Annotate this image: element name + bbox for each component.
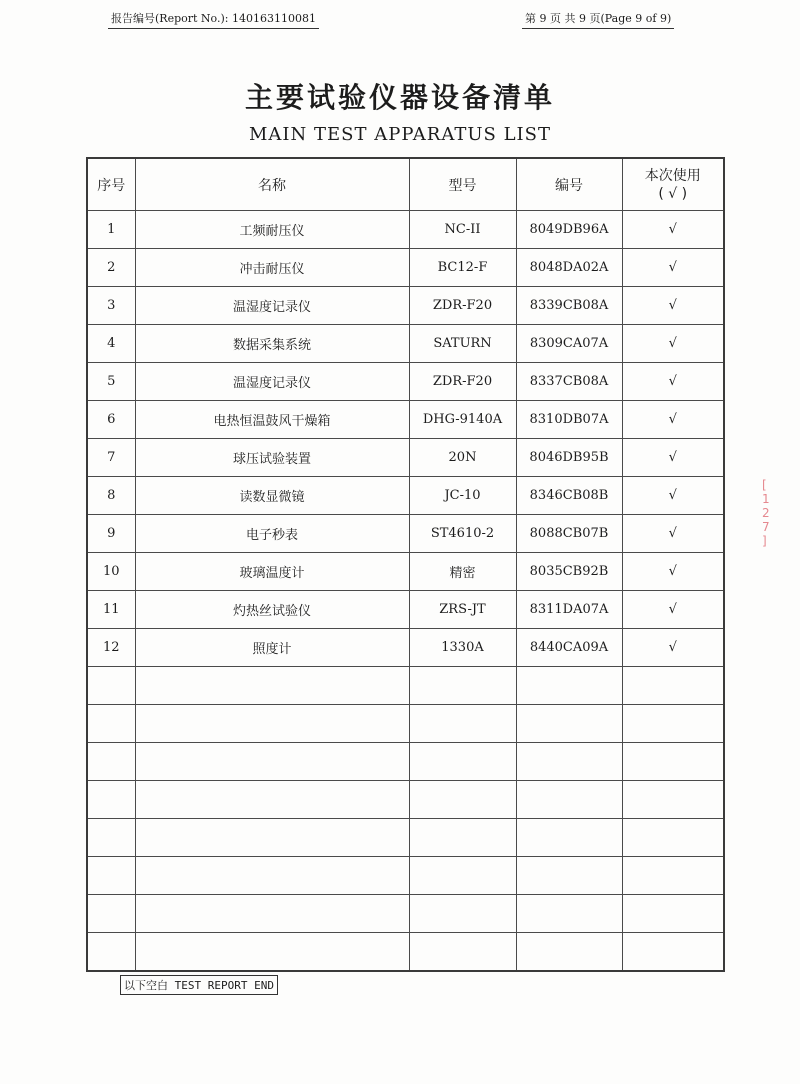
cell-name: 电热恒温鼓风干燥箱 <box>135 401 409 439</box>
cell-index: 6 <box>87 401 135 439</box>
cell-serial <box>516 895 622 933</box>
title-english: MAIN TEST APPARATUS LIST <box>249 124 551 145</box>
table-row <box>87 211 724 249</box>
test-report-end: 以下空白 TEST REPORT END <box>120 975 278 995</box>
cell-used: √ <box>622 591 724 629</box>
page-info: 第 9 页 共 9 页(Page 9 of 9) <box>522 8 674 29</box>
table-row <box>87 591 724 629</box>
empty-row <box>87 743 724 781</box>
cell-used <box>622 819 724 857</box>
cell-name: 灼热丝试验仪 <box>135 591 409 629</box>
cell-name: 数据采集系统 <box>135 325 409 363</box>
cell-used: √ <box>622 553 724 591</box>
cell-used: √ <box>622 211 724 249</box>
cell-name: 工频耐压仪 <box>135 211 409 249</box>
table-row <box>87 439 724 477</box>
cell-used: √ <box>622 325 724 363</box>
empty-row <box>87 667 724 705</box>
cell-name <box>135 895 409 933</box>
cell-serial <box>516 819 622 857</box>
report-number: 报告编号(Report No.): 140163110081 <box>108 8 319 29</box>
cell-model: 20N <box>409 439 516 477</box>
cell-serial: 8339CB08A <box>516 287 622 325</box>
cell-serial: 8311DA07A <box>516 591 622 629</box>
cell-used <box>622 857 724 895</box>
cell-model: DHG-9140A <box>409 401 516 439</box>
cell-serial: 8310DB07A <box>516 401 622 439</box>
cell-model: ST4610-2 <box>409 515 516 553</box>
cell-used: √ <box>622 477 724 515</box>
table-body <box>87 211 724 972</box>
header-serial: 编号 <box>516 158 622 211</box>
table-row <box>87 287 724 325</box>
cell-index: 12 <box>87 629 135 667</box>
empty-row <box>87 781 724 819</box>
table-row <box>87 325 724 363</box>
cell-model <box>409 705 516 743</box>
header-usage <box>622 158 724 211</box>
cell-model <box>409 781 516 819</box>
cell-index <box>87 857 135 895</box>
header-index: 序号 <box>87 158 135 211</box>
cell-serial: 8046DB95B <box>516 439 622 477</box>
cell-serial: 8048DA02A <box>516 249 622 287</box>
cell-index: 10 <box>87 553 135 591</box>
cell-serial <box>516 781 622 819</box>
table-row <box>87 629 724 667</box>
cell-serial: 8049DB96A <box>516 211 622 249</box>
cell-index <box>87 819 135 857</box>
cell-index: 3 <box>87 287 135 325</box>
header-usage-mark: ( √ ) <box>658 185 688 202</box>
cell-model: 精密 <box>409 553 516 591</box>
cell-name <box>135 781 409 819</box>
header-name: 名称 <box>135 158 409 211</box>
cell-index <box>87 781 135 819</box>
cell-serial: 8337CB08A <box>516 363 622 401</box>
cell-index <box>87 933 135 972</box>
table-row <box>87 249 724 287</box>
table-row <box>87 515 724 553</box>
cell-name: 电子秒表 <box>135 515 409 553</box>
table-row <box>87 363 724 401</box>
cell-model <box>409 743 516 781</box>
cell-model <box>409 933 516 972</box>
cell-name: 冲击耐压仪 <box>135 249 409 287</box>
cell-model: 1330A <box>409 629 516 667</box>
cell-model <box>409 895 516 933</box>
cell-model: NC-II <box>409 211 516 249</box>
cell-model: ZDR-F20 <box>409 363 516 401</box>
empty-row <box>87 857 724 895</box>
cell-used <box>622 743 724 781</box>
cell-used: √ <box>622 363 724 401</box>
cell-model: ZRS-JT <box>409 591 516 629</box>
empty-row <box>87 819 724 857</box>
cell-index: 4 <box>87 325 135 363</box>
cell-model: JC-10 <box>409 477 516 515</box>
cell-serial: 8088CB07B <box>516 515 622 553</box>
empty-row <box>87 933 724 972</box>
cell-model <box>409 667 516 705</box>
cell-index <box>87 667 135 705</box>
cell-name: 温湿度记录仪 <box>135 363 409 401</box>
cell-name: 玻璃温度计 <box>135 553 409 591</box>
cell-used <box>622 895 724 933</box>
cell-name <box>135 819 409 857</box>
cell-serial <box>516 743 622 781</box>
cell-model: ZDR-F20 <box>409 287 516 325</box>
cell-index: 9 <box>87 515 135 553</box>
table-header-row <box>87 158 724 211</box>
cell-serial: 8440CA09A <box>516 629 622 667</box>
cell-name <box>135 743 409 781</box>
cell-model: SATURN <box>409 325 516 363</box>
cell-name: 照度计 <box>135 629 409 667</box>
cell-used: √ <box>622 515 724 553</box>
cell-serial: 8309CA07A <box>516 325 622 363</box>
cell-used <box>622 705 724 743</box>
cell-used: √ <box>622 401 724 439</box>
cell-name <box>135 857 409 895</box>
cell-index: 7 <box>87 439 135 477</box>
red-stamp: [ 1 2 7 ] <box>762 478 770 548</box>
cell-index: 2 <box>87 249 135 287</box>
cell-name: 温湿度记录仪 <box>135 287 409 325</box>
cell-index <box>87 705 135 743</box>
cell-serial <box>516 667 622 705</box>
cell-serial <box>516 857 622 895</box>
cell-used <box>622 781 724 819</box>
cell-model <box>409 857 516 895</box>
table-row <box>87 477 724 515</box>
cell-index: 5 <box>87 363 135 401</box>
cell-index: 8 <box>87 477 135 515</box>
cell-used <box>622 933 724 972</box>
header-usage-label: 本次使用 <box>644 167 701 184</box>
cell-used: √ <box>622 249 724 287</box>
cell-model: BC12-F <box>409 249 516 287</box>
cell-name <box>135 933 409 972</box>
cell-serial <box>516 705 622 743</box>
table-row <box>87 553 724 591</box>
cell-model <box>409 819 516 857</box>
cell-index <box>87 743 135 781</box>
cell-used: √ <box>622 439 724 477</box>
cell-serial: 8035CB92B <box>516 553 622 591</box>
apparatus-table <box>86 157 725 972</box>
title-chinese: 主要试验仪器设备清单 <box>244 81 555 114</box>
cell-name: 读数显微镜 <box>135 477 409 515</box>
cell-index: 11 <box>87 591 135 629</box>
header-model: 型号 <box>409 158 516 211</box>
table-row <box>87 401 724 439</box>
cell-name <box>135 705 409 743</box>
cell-index: 1 <box>87 211 135 249</box>
cell-name <box>135 667 409 705</box>
empty-row <box>87 895 724 933</box>
cell-used: √ <box>622 629 724 667</box>
cell-name: 球压试验装置 <box>135 439 409 477</box>
cell-serial: 8346CB08B <box>516 477 622 515</box>
empty-row <box>87 705 724 743</box>
cell-used <box>622 667 724 705</box>
cell-serial <box>516 933 622 972</box>
cell-index <box>87 895 135 933</box>
cell-used: √ <box>622 287 724 325</box>
